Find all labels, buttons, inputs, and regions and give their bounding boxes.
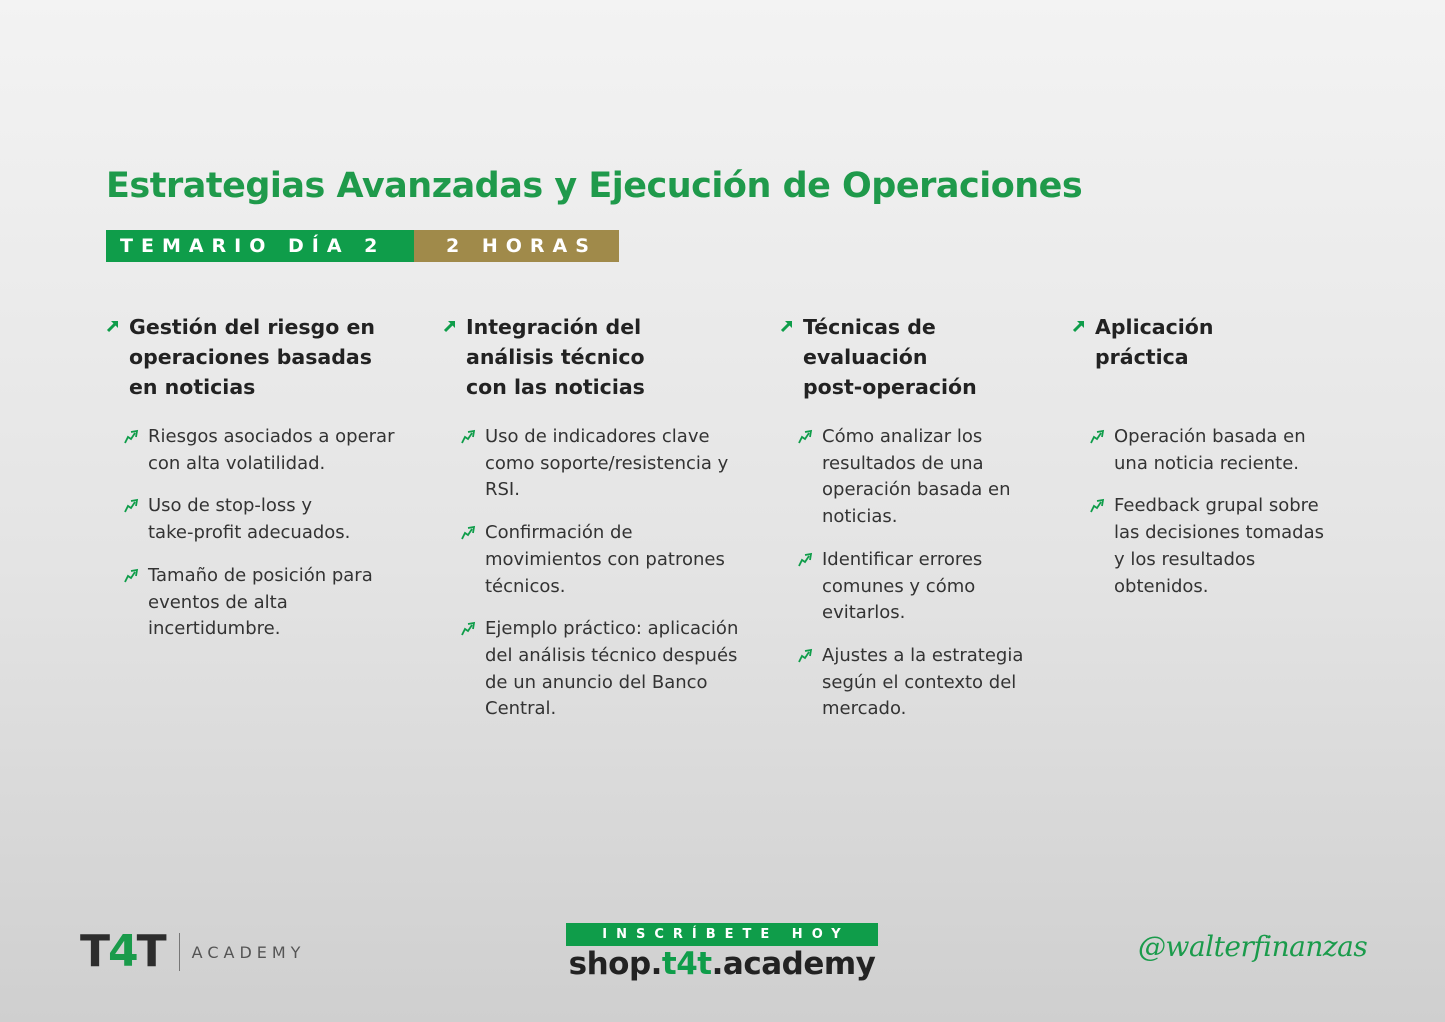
logo-mark: T4T	[80, 926, 165, 977]
list-item	[460, 616, 773, 723]
trend-arrow-outline-icon	[797, 552, 813, 568]
trend-arrow-filled-icon	[106, 319, 120, 333]
topic-title: Aplicación práctica	[1095, 315, 1214, 369]
list-item-text: Tamaño de posición para eventos de alta incertidumbre.	[148, 564, 373, 640]
list-item	[797, 643, 1060, 723]
trend-arrow-outline-icon	[460, 429, 476, 445]
list-item-text: Identificar errores comunes y cómo evitarlos.	[822, 548, 983, 624]
hours-tag: 2 HORAS	[414, 230, 619, 262]
topic-items	[797, 424, 1060, 723]
day-tag: TEMARIO DÍA 2	[106, 230, 414, 262]
topic-items	[1089, 424, 1372, 600]
topic-title: Técnicas de evaluación post-operación	[803, 315, 977, 399]
topic-heading	[780, 312, 1060, 424]
trend-arrow-outline-icon	[797, 429, 813, 445]
schedule-tag-bar	[106, 230, 619, 262]
page-title: Estrategias Avanzadas y Ejecución de Operaciones	[106, 166, 1083, 206]
list-item-text: Uso de stop-loss y take-profit adecuados.	[148, 495, 351, 544]
topic-title: Gestión del riesgo en operaciones basadas en noticias	[129, 315, 375, 399]
list-item-text: Feedback grupal sobre las decisiones tomadas y los resultados obtenidos.	[1114, 495, 1324, 597]
list-item-text: Riesgos asociados a operar con alta volatilidad.	[148, 426, 395, 474]
list-item-text: Operación basada en una noticia reciente.	[1114, 426, 1306, 474]
topic-column-3	[780, 312, 1060, 739]
topic-items	[123, 424, 426, 643]
topic-heading	[106, 312, 426, 424]
trend-arrow-outline-icon	[123, 568, 139, 584]
trend-arrow-filled-icon	[1072, 319, 1086, 333]
shop-url-link[interactable]: shop.t4t.academy	[568, 946, 876, 982]
topic-title: Integración del análisis técnico con las noticias	[466, 315, 645, 399]
topic-column-1	[106, 312, 426, 659]
trend-arrow-outline-icon	[460, 621, 476, 637]
list-item-text: Confirmación de movimientos con patrones técnicos.	[485, 522, 725, 597]
t4t-academy-logo	[80, 928, 305, 976]
list-item	[797, 547, 1060, 627]
list-item-text: Cómo analizar los resultados de una operación basada en noticias.	[822, 426, 1011, 528]
topic-items	[460, 424, 773, 723]
list-item	[460, 520, 773, 600]
trend-arrow-filled-icon	[780, 319, 794, 333]
list-item	[123, 563, 426, 643]
trend-arrow-filled-icon	[443, 319, 457, 333]
trend-arrow-outline-icon	[460, 525, 476, 541]
list-item	[797, 424, 1060, 531]
topic-heading	[443, 312, 773, 424]
signup-cta-label[interactable]: INSCRÍBETE HOY	[566, 923, 878, 946]
list-item-text: Ejemplo práctico: aplicación del análisis técnico después de un anuncio del Banco Central.	[485, 618, 739, 720]
list-item	[123, 493, 426, 546]
trend-arrow-outline-icon	[797, 648, 813, 664]
list-item	[1089, 424, 1372, 477]
list-item-text: Ajustes a la estrategia según el contexto del mercado.	[822, 644, 1024, 720]
social-handle-signature: @walterfinanzas	[1138, 930, 1368, 963]
logo-academy-text: ACADEMY	[191, 942, 306, 962]
list-item	[460, 424, 773, 504]
list-item-text: Uso de indicadores clave como soporte/resistencia y RSI.	[485, 426, 729, 501]
trend-arrow-outline-icon	[1089, 429, 1105, 445]
list-item	[1089, 493, 1372, 600]
list-item	[123, 424, 426, 477]
trend-arrow-outline-icon	[1089, 498, 1105, 514]
topic-column-4	[1072, 312, 1372, 616]
topic-heading	[1072, 312, 1372, 424]
topic-column-2	[443, 312, 773, 739]
trend-arrow-outline-icon	[123, 498, 139, 514]
trend-arrow-outline-icon	[123, 429, 139, 445]
logo-divider	[179, 933, 180, 971]
